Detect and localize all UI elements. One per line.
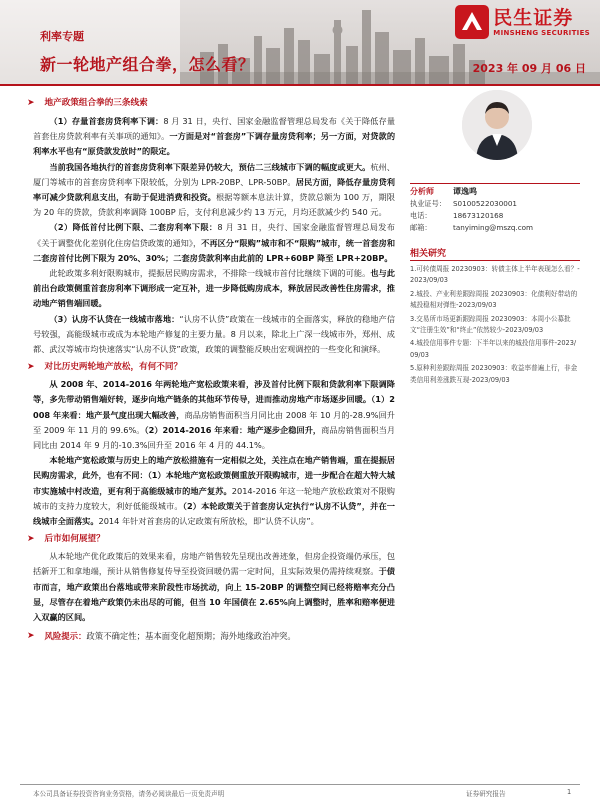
related-item[interactable]: 2.城投、产业利差跟踪周报 20230903：化债利好带动的城投稳相对弹性-2023/09/03 xyxy=(410,289,578,310)
bold-text-run: （2）降低首付比例下限、二套房利率下限： xyxy=(49,222,218,233)
text-run: 8 月 31 日，央行、国家金融监督管理总局发布《关于降低存量首套住房贷款利率有关事项的通知》。 xyxy=(33,116,396,142)
report-date: 2023 年 09 月 06 日 xyxy=(472,62,586,75)
risk-label: 风险提示： xyxy=(44,630,87,641)
bold-text-run: 一方面是对“首套房”下调存量房贷利率；另一方面，对贷款的利率水平也有“原贷款发放时”的限定。 xyxy=(33,131,396,157)
section-arrow-icon: ➤ xyxy=(27,98,35,109)
header-banner xyxy=(0,0,600,84)
related-research-list xyxy=(410,264,580,388)
footer-disclaimer: 本公司具备证券投资咨询业务资格，请务必阅读最后一页免责声明 xyxy=(33,790,225,798)
text-run: “认房不认贷”政策在一线城市的全面落实，释放的稳地产信号较强，高能级城市或成为本轮地产修复的主要力量。8 月以来，除北上广深一线城市外，郑州、成都、武汉等城市均快速落实“认房不认贷”政策，政策的调整能反映出宏观调控的一些变化和演绎。 xyxy=(33,313,396,355)
page-number: 1 xyxy=(567,788,572,796)
logo-chinese-name: 民生证券 xyxy=(493,7,574,29)
analyst-license-row xyxy=(410,199,517,209)
section-heading xyxy=(27,94,395,114)
body-paragraph xyxy=(33,266,395,312)
email-address[interactable]: tanyiming@mszq.com xyxy=(453,223,534,232)
bold-text-run: 当前我国各地执行的首套房贷利率下限差异仍较大，预估二三线城市下调的幅度或更大。 xyxy=(49,161,371,172)
bold-text-run: 不再区分“限购”城市和不“限购”城市，统一首套房和二套房首付比例下限为 20%、30%；二套房贷款利率由此前的 LPR+60BP 降至 LPR+20BP。 xyxy=(33,237,396,263)
related-item[interactable]: 5.原种利差跟踪周报 20230903：收益率普遍上行，非金类信用利差涨跌互现-2023/09/03 xyxy=(410,364,578,384)
bold-text-run: 本轮地产宽松政策与历史上的地产放松措施有一定相似之处，关注点在地产销售端，重在提振居民购房需求，此外，也有不同：（1）本轮地产宽松政策侧重放开限购城市，进一步配合在超大特大城市实施城中村改造，更有利于高能级城市的地产复苏。 xyxy=(33,455,395,496)
minsheng-logo-icon xyxy=(455,5,489,39)
related-item[interactable]: 4.城投信用事件专题：下半年以来的城投信用事件-2023/09/03 xyxy=(410,339,577,359)
text-run: 8 月 31 日，央行、国家金融监督管理总局发布《关于调整优化差别化住房信贷政策的通知》， xyxy=(33,222,395,248)
bold-text-run: （3）认房不认贷在一线城市落地： xyxy=(49,313,180,324)
analyst-portrait-icon xyxy=(462,90,532,160)
phone-label: 电话： xyxy=(410,211,432,220)
related-divider xyxy=(410,260,580,261)
body-paragraph xyxy=(33,312,395,358)
text-run: 此轮政策多利好限购城市，提振居民购房需求，不排除一线城市首付比继续下调的可能。 xyxy=(49,268,371,279)
bold-text-run: 也与此前出台政策侧重首套房利率下调形成一定互补，进一步降低购房成本，释放居民改善性住房需求，推动地产销售端回暖。 xyxy=(33,268,395,309)
footer-doc-type: 证券研究报告 xyxy=(466,790,506,798)
body-paragraph xyxy=(33,114,395,160)
section-heading-text: 地产政策组合拳的三条线索 xyxy=(44,98,148,109)
text-run: 根据等额本息法计算，贷款总额为 100 万，期限为 20 年的贷款，贷款利率调降 100BP 后，支付利息减少约 13 万元，月均还款减少约 540 元。 xyxy=(33,192,395,218)
body-paragraph xyxy=(33,160,395,221)
body-paragraph xyxy=(33,220,395,266)
report-category-tag: 利率专题 xyxy=(40,30,84,43)
bold-text-run: （1）存量首套房贷利率下调： xyxy=(49,116,164,126)
bold-text-run: 于债市而言，地产政策出台落地或带来阶段性市场扰动，向上 15-20BP 的调整空间已经将赔率充分凸显，尽管存在着地产政策仍未出尽的可能，但当 10 年国债在 2.65%向上调整时，胜率和赔率便进入双赢的区间。 xyxy=(33,566,395,623)
analyst-header-row xyxy=(410,183,580,197)
body-paragraph xyxy=(33,377,395,453)
text-run: 商品房销售面积当月同比由 2008 年 10 月的-28.9%回升至 2009 年 11 月的 99.6%。 xyxy=(33,409,395,435)
text-run: 2014-2016 年这一轮地产放松政策对不限购城市的支持力度较大，利好低能级城市。 xyxy=(33,485,395,511)
main-content xyxy=(27,94,396,647)
license-label: 执业证号： xyxy=(410,199,446,208)
related-item[interactable]: 3.交易所市场更新跟踪周报 20230903：本周小公募批文“注册生效”和“终止”依然较少-2023/09/03 xyxy=(410,314,571,335)
text-run: 商品房销售面积当月同比由 2014 年 9 月的-10.3%回升至 2016 年 4 月的 44.1%。 xyxy=(33,424,396,451)
risk-arrow-icon: ➤ xyxy=(27,630,35,641)
bold-text-run: 居民方面，降低存量房贷利率可减少贷款利息支出，有助于促进消费和投资。 xyxy=(33,176,395,203)
footer-divider xyxy=(20,784,580,785)
company-logo xyxy=(455,5,590,39)
body-paragraph xyxy=(33,549,395,625)
section-heading-text: 后市如何展望？ xyxy=(44,533,105,544)
related-research-title: 相关研究 xyxy=(410,249,447,259)
bold-text-run: （2）本轮政策关于首套房认定执行“认房不认贷”，并在一线城市全面落实。 xyxy=(33,500,395,527)
section-arrow-icon: ➤ xyxy=(27,361,35,372)
analyst-role-label: 分析师 xyxy=(410,187,434,196)
text-run: 杭州、厦门等城市的首套房贷利率下限较低，分别为 LPR-20BP、LPR-50BP。 xyxy=(33,161,395,187)
section-heading-text: 对比历史两轮地产放松，有何不同？ xyxy=(44,361,183,372)
analyst-email-row xyxy=(410,223,533,233)
license-number: S0100522030001 xyxy=(453,199,518,208)
section-heading xyxy=(27,357,395,377)
logo-english-name: MINSHENG SECURITIES xyxy=(493,29,590,37)
body-paragraph xyxy=(33,453,395,529)
analyst-name: 谭逸鸣 xyxy=(453,187,477,196)
analyst-phone-row xyxy=(410,211,503,221)
section-arrow-icon: ➤ xyxy=(27,533,35,544)
section-heading xyxy=(27,529,395,549)
text-run: 2014 年针对首套房的认定政策有所放松，即“认贷不认房”。 xyxy=(98,516,319,527)
bold-text-run: （2）2014-2016 年来看：地产逐步企稳回升， xyxy=(144,424,322,435)
analyst-photo xyxy=(462,90,532,160)
phone-number: 18673120168 xyxy=(453,211,504,220)
report-title: 新一轮地产组合拳，怎么看？ xyxy=(40,55,255,74)
related-item[interactable]: 1.可转债周报 20230903：转债主体上半年表现怎么看？-2023/09/03 xyxy=(410,265,580,285)
risk-warning xyxy=(27,625,395,647)
email-label: 邮箱： xyxy=(410,223,432,232)
header-divider xyxy=(0,84,600,86)
bold-text-run: 从 2008 年、2014-2016 年两轮地产宽松政策来看，涉及首付比例下限和贷款利率下限调降等，多先带动销售端好转，逐步向地产链条的其他环节传导，进而推动房地产市场逐步回暖。（1）2008 年来看：地产景气度出现大幅改善， xyxy=(33,379,395,420)
text-run: 从本轮地产优化政策后的效果来看，房地产销售较先呈现出改善迹象，但房企投资端仍承压，包括新开工和拿地端，预计从销售修复传导至投资回暖仍需一定时间，且实际效果仍需持续观察。 xyxy=(33,551,395,577)
risk-text: 政策不确定性；基本面变化超预期；海外地缘政治冲突。 xyxy=(86,630,296,641)
